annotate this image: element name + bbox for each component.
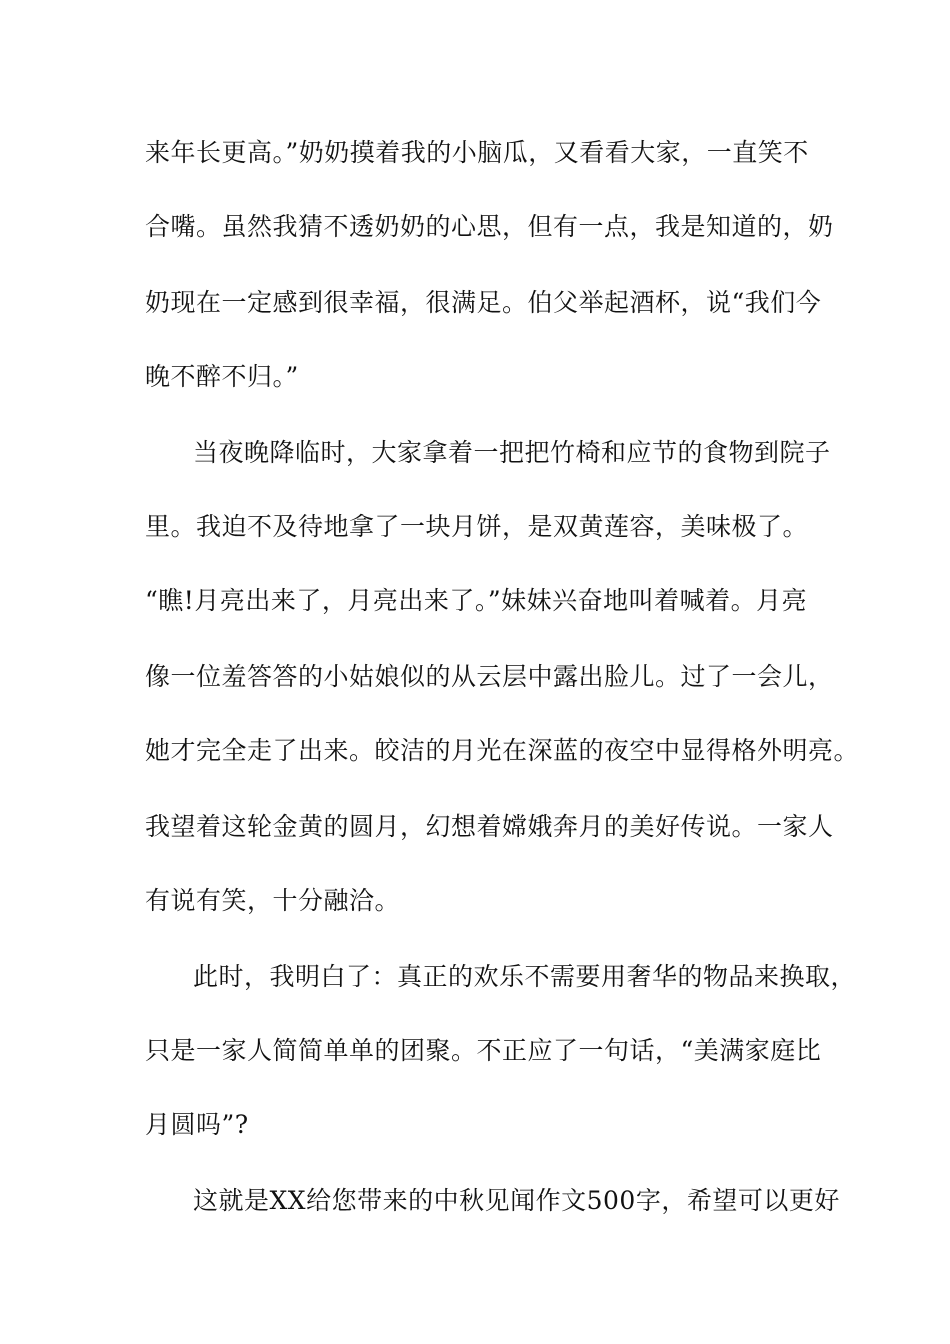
- text-line-6: 里。我迫不及待地拿了一块月饼，是双黄莲容，美味极了。: [145, 512, 809, 541]
- text-line-1: 来年长更高。”奶奶摸着我的小脑瓜，又看看大家，一直笑不: [145, 138, 809, 167]
- paragraph-start-line-15: 这就是XX给您带来的中秋见闻作文500字，希望可以更好: [193, 1186, 840, 1215]
- text-line-8: 像一位羞答答的小姑娘似的从云层中露出脸儿。过了一会儿，: [145, 662, 834, 691]
- paragraph-start-line-5: 当夜晚降临时，大家拿着一把把竹椅和应节的食物到院子: [193, 438, 831, 467]
- text-line-13: 只是一家人简简单单的团聚。不正应了一句话，“美满家庭比: [145, 1036, 822, 1065]
- text-line-11: 有说有笑，十分融洽。: [145, 886, 401, 915]
- text-line-9: 她才完全走了出来。皎洁的月光在深蓝的夜空中显得格外明亮。: [145, 736, 860, 765]
- text-line-7: “瞧!月亮出来了，月亮出来了。”妹妹兴奋地叫着喊着。月亮: [145, 586, 808, 615]
- text-line-2: 合嘴。虽然我猜不透奶奶的心思，但有一点，我是知道的，奶: [145, 212, 834, 241]
- text-line-10: 我望着这轮金黄的圆月，幻想着嫦娥奔月的美好传说。一家人: [145, 812, 834, 841]
- text-line-4: 晚不醉不归。”: [145, 362, 299, 391]
- text-line-3: 奶现在一定感到很幸福，很满足。伯父举起酒杯，说“我们今: [145, 288, 822, 317]
- text-line-14: 月圆吗”?: [145, 1110, 249, 1139]
- paragraph-start-line-12: 此时，我明白了：真正的欢乐不需要用奢华的物品来换取，: [193, 962, 857, 991]
